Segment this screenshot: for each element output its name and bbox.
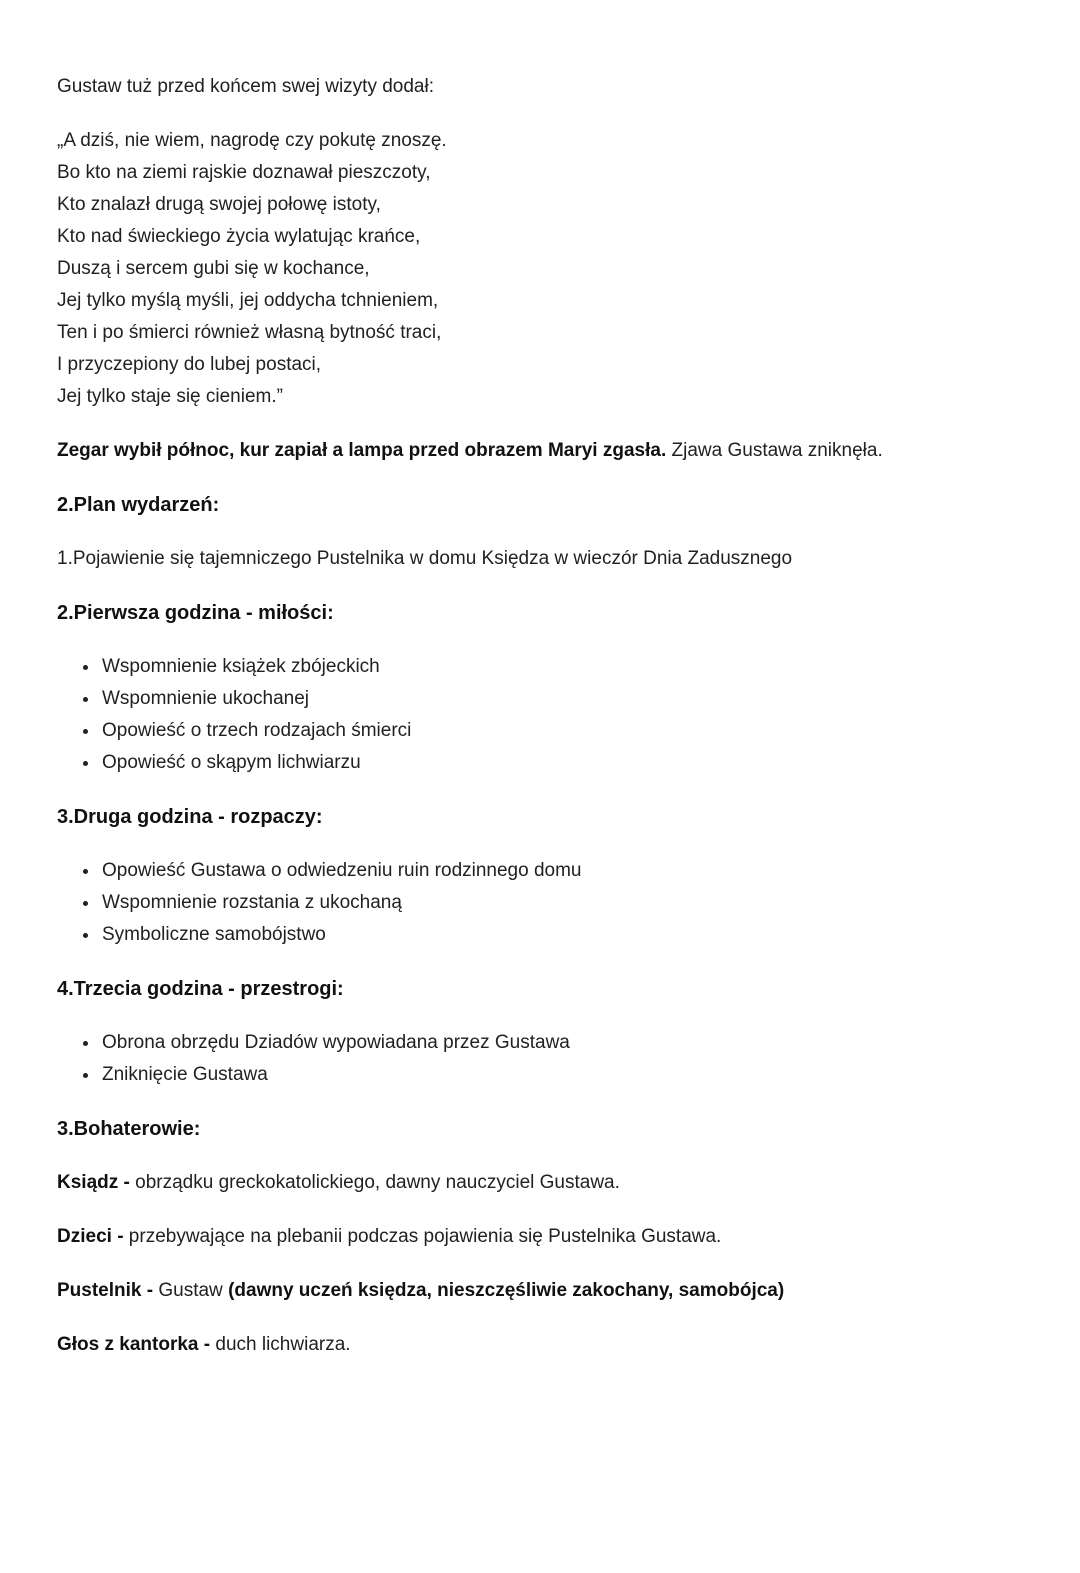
poem-line: Kto nad świeckiego życia wylatując krańce,	[57, 226, 421, 247]
heading-druga-godzina: 3.Druga godzina - rozpaczy:	[57, 806, 323, 828]
hour2-bullet-list	[57, 855, 1044, 951]
character-entry-dzieci	[57, 1221, 1044, 1253]
character-entry-glos	[57, 1329, 1044, 1361]
character-entry-ksiadz	[57, 1167, 1044, 1199]
character-name: Ksiądz -	[57, 1172, 130, 1193]
poem-line: Jej tylko staje się cieniem.”	[57, 386, 283, 407]
character-description-bold: (dawny uczeń księdza, nieszczęśliwie zakochany, samobójca)	[228, 1280, 785, 1301]
hour1-bullet-list	[57, 651, 1044, 779]
list-item: • Wspomnienie rozstania z ukochaną	[100, 887, 1044, 919]
poem-line: Ten i po śmierci również własną bytność traci,	[57, 322, 442, 343]
poem-line: Duszą i sercem gubi się w kochance,	[57, 258, 370, 279]
list-item: • Symboliczne samobójstwo	[100, 919, 1044, 951]
character-entry-pustelnik	[57, 1275, 1044, 1307]
plan-item-1: 1.Pojawienie się tajemniczego Pustelnika w domu Księdza w wieczór Dnia Zadusznego	[57, 548, 793, 569]
poem-line: Jej tylko myślą myśli, jej oddycha tchnieniem,	[57, 290, 439, 311]
midnight-paragraph	[57, 435, 1044, 467]
character-name: Pustelnik -	[57, 1280, 154, 1301]
character-description: obrządku greckokatolickiego, dawny nauczyciel Gustawa.	[129, 1172, 620, 1193]
heading-pierwsza-godzina: 2.Pierwsza godzina - miłości:	[57, 602, 334, 624]
intro-paragraph: Gustaw tuż przed końcem swej wizyty dodał:	[57, 76, 434, 97]
list-item: • Opowieść o trzech rodzajach śmierci	[100, 715, 1044, 747]
list-item: • Zniknięcie Gustawa	[100, 1059, 1044, 1091]
poem-line: Bo kto na ziemi rajskie doznawał pieszczoty,	[57, 162, 431, 183]
heading-trzecia-godzina: 4.Trzecia godzina - przestrogi:	[57, 978, 344, 1000]
midnight-normal-text: Zjawa Gustawa zniknęła.	[666, 440, 883, 461]
list-item: • Obrona obrzędu Dziadów wypowiadana przez Gustawa	[100, 1027, 1044, 1059]
character-description: Gustaw	[153, 1280, 229, 1301]
heading-bohaterowie: 3.Bohaterowie:	[57, 1118, 201, 1140]
list-item: • Wspomnienie ukochanej	[100, 683, 1044, 715]
character-description: przebywające na plebanii podczas pojawienia się Pustelnika Gustawa.	[123, 1226, 722, 1247]
poem-line: Kto znalazł drugą swojej połowę istoty,	[57, 194, 381, 215]
poem-line: „A dziś, nie wiem, nagrodę czy pokutę znoszę.	[57, 130, 447, 151]
character-name: Głos z kantorka -	[57, 1334, 211, 1355]
character-name: Dzieci -	[57, 1226, 124, 1247]
list-item: • Opowieść Gustawa o odwiedzeniu ruin rodzinnego domu	[100, 855, 1044, 887]
midnight-bold-text: Zegar wybił północ, kur zapiał a lampa przed obrazem Maryi zgasła.	[57, 440, 667, 461]
poem-block	[57, 125, 1044, 413]
list-item: • Wspomnienie książek zbójeckich	[100, 651, 1044, 683]
heading-plan-wydarzen: 2.Plan wydarzeń:	[57, 494, 220, 516]
list-item: • Opowieść o skąpym lichwiarzu	[100, 747, 1044, 779]
poem-line: I przyczepiony do lubej postaci,	[57, 354, 322, 375]
hour3-bullet-list	[57, 1027, 1044, 1091]
character-description: duch lichwiarza.	[210, 1334, 351, 1355]
